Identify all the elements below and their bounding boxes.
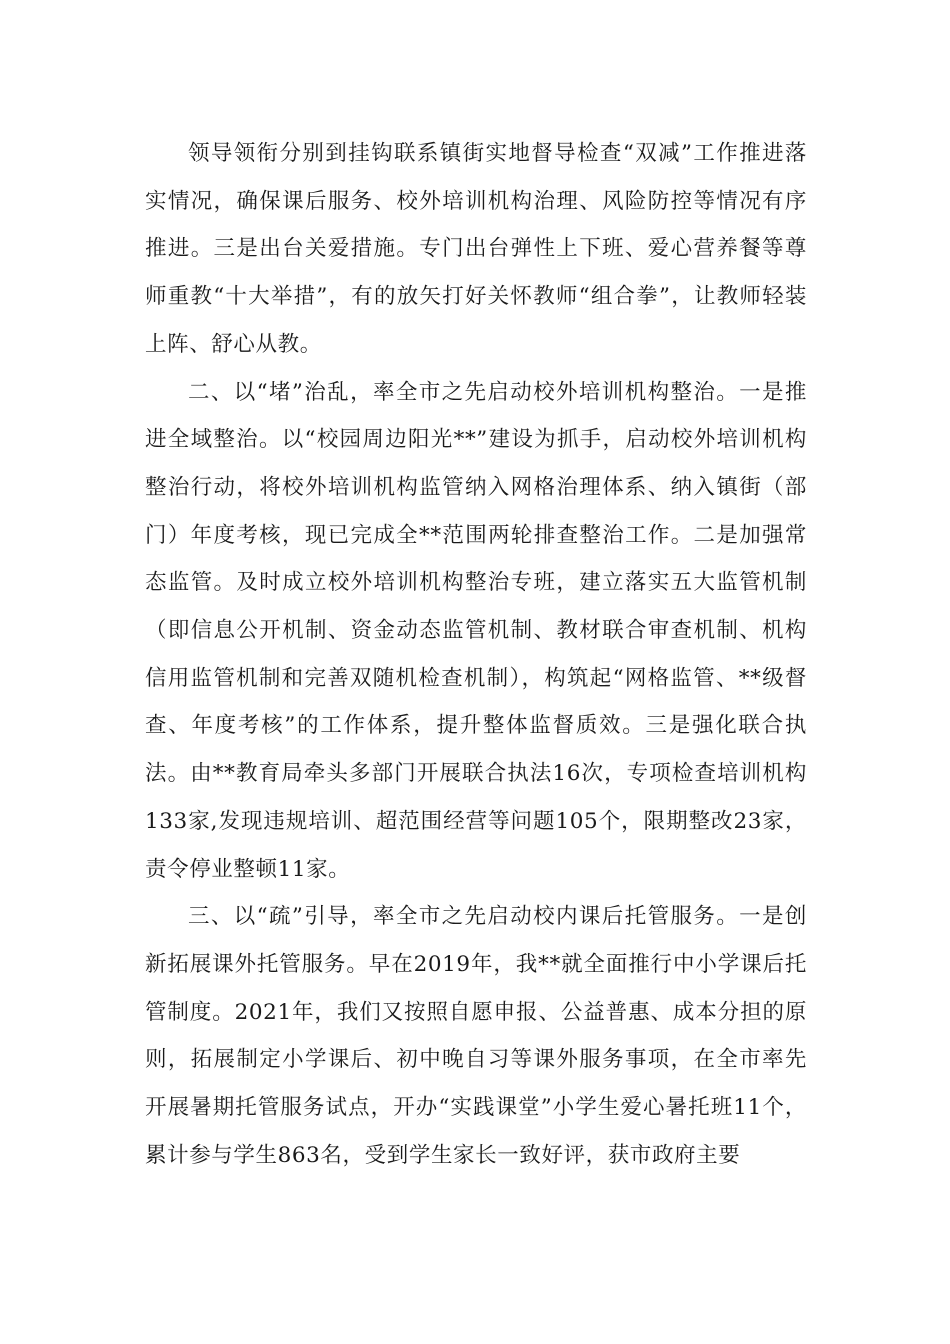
paragraph-2: 二、以“堵”治乱，率全市之先启动校外培训机构整治。一是推进全域整治。以“校园周边阳光**”建设为抓手，启动校外培训机构整治行动，将校外培训机构监管纳入网格治理体系、纳入镇街（部门）年度考核，现已完成全**范围两轮排查整治工作。二是加强常态监管。及时成立校外培训机构整治专班，建立落实五大监管机制（即信息公开机制、资金动态监管机制、教材联合审查机制、机构信用监管机制和完善双随机检查机制），构筑起“网格监管、**级督查、年度考核”的工作体系，提升整体监督质效。三是强化联合执法。由**教育局牵头多部门开展联合执法16次，专项检查培训机构133家,发现违规培训、超范围经营等问题105个，限期整改23家，责令停业整顿11家。 — [145, 379, 807, 882]
paragraph-1: 领导领衔分别到挂钩联系镇街实地督导检查“双减”工作推进落实情况，确保课后服务、校外培训机构治理、风险防控等情况有序推进。三是出台关爱措施。专门出台弹性上下班、爱心营养餐等尊师重教“十大举措”，有的放矢打好关怀教师“组合拳”，让教师轻装上阵、舒心从教。 — [145, 141, 807, 357]
paragraph-3: 三、以“疏”引导，率全市之先启动校内课后托管服务。一是创新拓展课外托管服务。早在2019年，我**就全面推行中小学课后托管制度。2021年，我们又按照自愿申报、公益普惠、成本分担的原则，拓展制定小学课后、初中晚自习等课外服务事项，在全市率先开展暑期托管服务试点，开办“实践课堂”小学生爱心暑托班11个，累计参与学生863名，受到学生家长一致好评，获市政府主要 — [145, 904, 807, 1168]
document-body — [145, 130, 807, 1179]
